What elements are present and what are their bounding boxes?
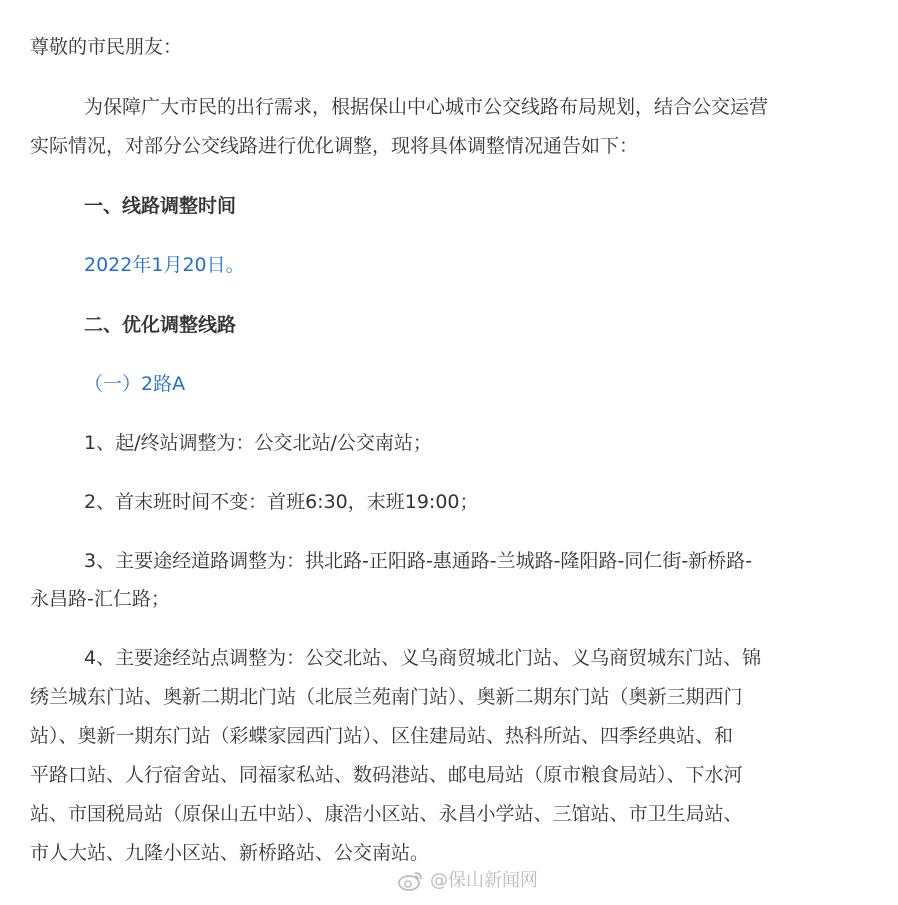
- item-1: 1、起/终站调整为：公交北站/公交南站；: [84, 432, 432, 454]
- watermark-text: @保山新闻网: [430, 870, 538, 891]
- intro-line-1: 为保障广大市民的出行需求，根据保山中心城市公交线路布局规划，结合公交运营: [84, 96, 769, 118]
- item-2: 2、首末班时间不变：首班6:30，末班19:00；: [84, 491, 479, 513]
- section-1-heading: 一、线路调整时间: [84, 195, 237, 217]
- item-4-line-3: 站）、奥新一期东门站（彩蝶家园西门站）、区住建局站、热科所站、四季经典站、和: [30, 725, 734, 747]
- item-4-line-1: 4、主要途经站点调整为：公交北站、义乌商贸城北门站、义乌商贸城东门站、锦: [84, 647, 762, 669]
- item-3-line-2: 永昌路-汇仁路；: [30, 588, 170, 610]
- item-4-line-5: 站、市国税局站（原保山五中站）、康浩小区站、永昌小学站、三馆站、市卫生局站、: [30, 803, 743, 825]
- item-4-line-4: 平路口站、人行宿舍站、同福家私站、数码港站、邮电局站（原市粮食局站）、下水河: [30, 764, 743, 786]
- item-3-line-1: 3、主要途经道路调整为：拱北路-正阳路-惠通路-兰城路-隆阳路-同仁街-新桥路-: [84, 550, 753, 572]
- watermark: [398, 869, 538, 893]
- adjustment-date: 2022年1月20日。: [84, 254, 245, 276]
- intro-line-2: 实际情况，对部分公交线路进行优化调整，现将具体调整情况通告如下：: [30, 135, 639, 157]
- route-heading: （一）2路A: [84, 373, 186, 395]
- item-4-line-2: 绣兰城东门站、奥新二期北门站（北辰兰苑南门站）、奥新二期东门站（奥新三期西门: [30, 686, 743, 708]
- section-2-heading: 二、优化调整线路: [84, 314, 237, 336]
- weibo-icon: [398, 870, 424, 892]
- item-4-line-6: 市人大站、九隆小区站、新桥路站、公交南站。: [30, 842, 430, 864]
- greeting: 尊敬的市民朋友：: [30, 36, 183, 58]
